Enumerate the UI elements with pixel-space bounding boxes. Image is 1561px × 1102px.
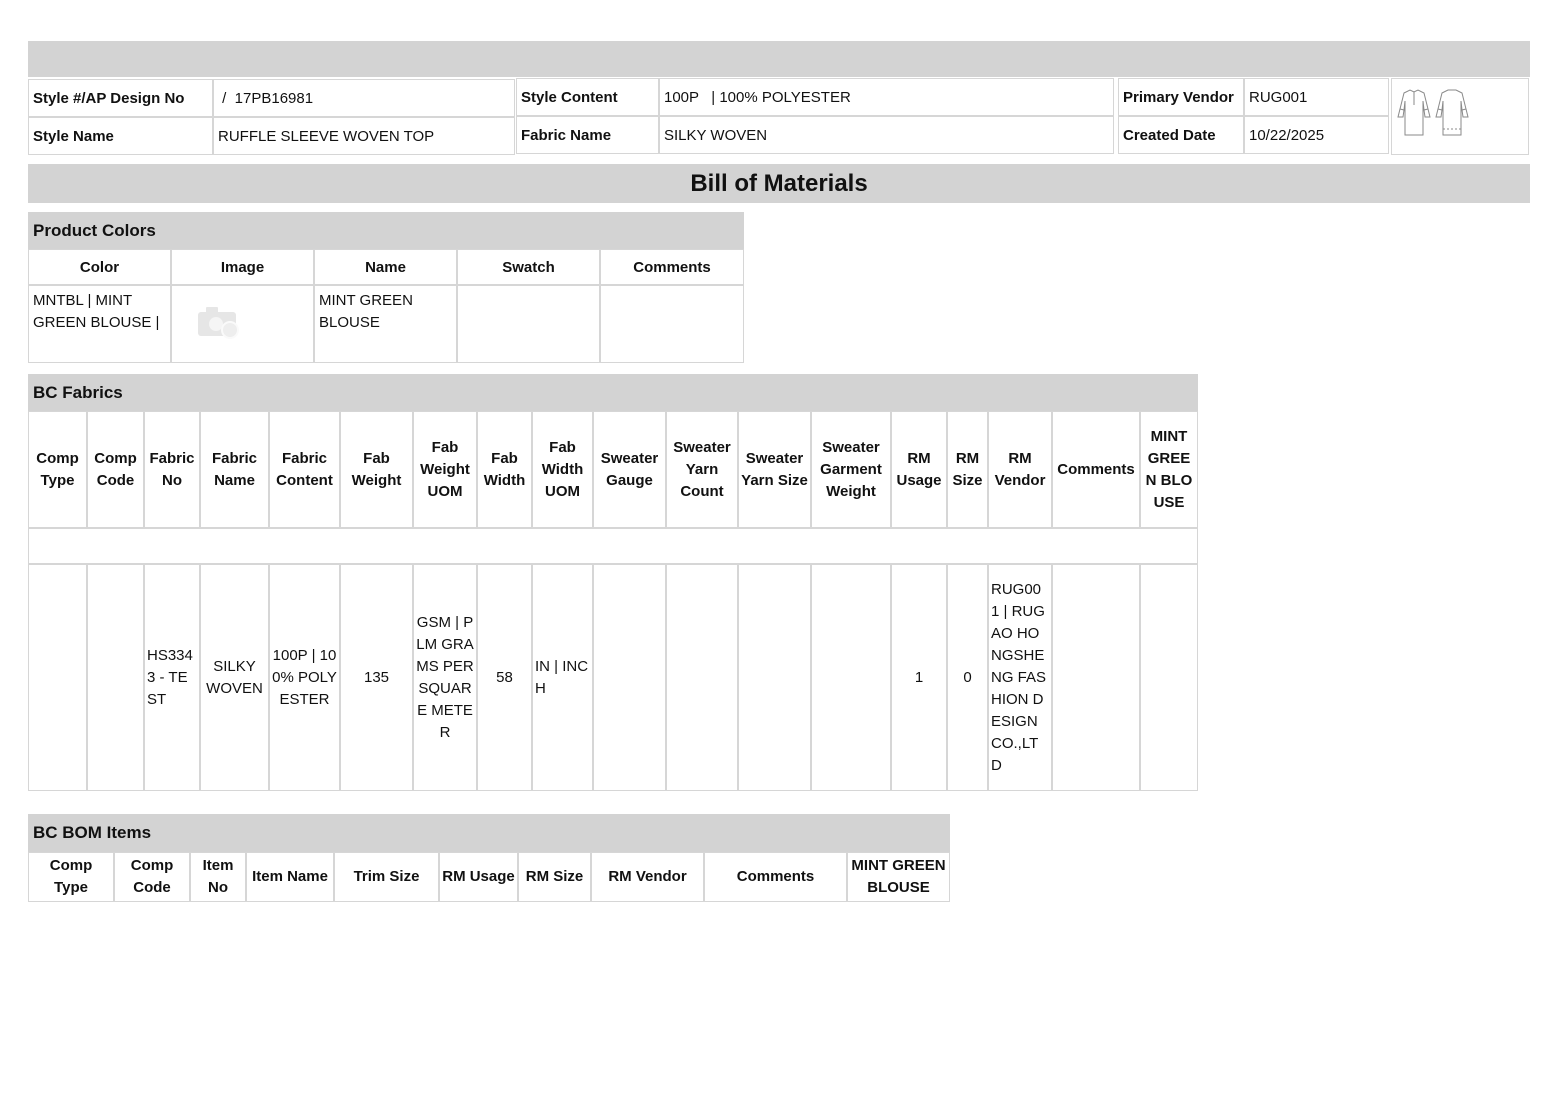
column-header: Color xyxy=(28,249,171,285)
primary-vendor-value: RUG001 xyxy=(1244,78,1389,116)
image-cell xyxy=(171,285,314,363)
style-no-label: Style #/AP Design No xyxy=(28,79,213,117)
rm-vendor-cell: RUG001 | RUGAO HONGSHENG FASHION DESIGN CO.,LTD xyxy=(988,564,1052,791)
column-header: Comments xyxy=(704,852,847,902)
column-header: Comp Type xyxy=(28,852,114,902)
spacer-cell xyxy=(28,528,1198,564)
mint-green-blouse-cell xyxy=(1140,564,1198,791)
fab-width-cell: 58 xyxy=(477,564,532,791)
column-header: Fabric Name xyxy=(200,411,269,528)
column-header: Name xyxy=(314,249,457,285)
column-header: RM Size xyxy=(518,852,591,902)
product-colors-table xyxy=(28,249,744,363)
style-info-table xyxy=(28,79,515,155)
column-header: Fab Weight xyxy=(340,411,413,528)
table-spacer-row xyxy=(28,528,1198,564)
comments-cell xyxy=(600,285,744,363)
column-header: RM Vendor xyxy=(988,411,1052,528)
table-header-row xyxy=(28,249,744,285)
swatch-cell xyxy=(457,285,600,363)
fab-weight-uom-cell: GSM | PLM GRAMS PER SQUARE METER xyxy=(413,564,477,791)
column-header: Sweater Garment Weight xyxy=(811,411,891,528)
style-content-label: Style Content xyxy=(516,78,659,116)
bc-bom-items-table xyxy=(28,852,950,902)
column-header: Comments xyxy=(600,249,744,285)
comp-code-cell xyxy=(87,564,144,791)
column-header: RM Usage xyxy=(891,411,947,528)
fabric-name-label: Fabric Name xyxy=(516,116,659,154)
column-header: Fabric Content xyxy=(269,411,340,528)
column-header: Fabric No xyxy=(144,411,200,528)
color-cell: MNTBL | MINT GREEN BLOUSE | xyxy=(28,285,171,363)
column-header: Fab Weight UOM xyxy=(413,411,477,528)
bc-bom-items-title: BC BOM Items xyxy=(28,814,950,852)
sweater-yarn-size-cell xyxy=(738,564,811,791)
vendor-info-table xyxy=(1118,78,1389,154)
column-header: Comp Code xyxy=(114,852,190,902)
top-header-band xyxy=(28,41,1530,77)
table-row xyxy=(28,285,744,363)
name-cell: MINT GREEN BLOUSE xyxy=(314,285,457,363)
column-header: Item Name xyxy=(246,852,334,902)
style-no-value: / 17PB16981 xyxy=(213,79,515,117)
column-header: Fab Width xyxy=(477,411,532,528)
fab-width-uom-cell: IN | INCH xyxy=(532,564,593,791)
fabric-no-cell: HS3343 - TEST xyxy=(144,564,200,791)
column-header: RM Vendor xyxy=(591,852,704,902)
sweater-yarn-count-cell xyxy=(666,564,738,791)
fab-weight-cell: 135 xyxy=(340,564,413,791)
bc-fabrics-title: BC Fabrics xyxy=(28,374,1198,411)
garment-sketch-icon xyxy=(1392,79,1528,154)
column-header: Item No xyxy=(190,852,246,902)
column-header: Comp Type xyxy=(28,411,87,528)
column-header: Comp Code xyxy=(87,411,144,528)
column-header: MINT GREEN BLOUSE xyxy=(1140,411,1198,528)
style-content-table xyxy=(516,78,1114,154)
created-date-label: Created Date xyxy=(1118,116,1244,154)
sweater-gauge-cell xyxy=(593,564,666,791)
column-header: MINT GREEN BLOUSE xyxy=(847,852,950,902)
column-header: Comments xyxy=(1052,411,1140,528)
column-header: Trim Size xyxy=(334,852,439,902)
created-date-value: 10/22/2025 xyxy=(1244,116,1389,154)
column-header: Sweater Yarn Count xyxy=(666,411,738,528)
fabric-content-cell: 100P | 100% POLYESTER xyxy=(269,564,340,791)
page-title: Bill of Materials xyxy=(28,164,1530,203)
style-content-value: 100P | 100% POLYESTER xyxy=(659,78,1114,116)
sweater-garment-weight-cell xyxy=(811,564,891,791)
column-header: Sweater Yarn Size xyxy=(738,411,811,528)
fabric-name-value: SILKY WOVEN xyxy=(659,116,1114,154)
style-name-label: Style Name xyxy=(28,117,213,155)
comp-type-cell xyxy=(28,564,87,791)
rm-size-cell: 0 xyxy=(947,564,988,791)
fabric-name-cell: SILKY WOVEN xyxy=(200,564,269,791)
product-colors-title: Product Colors xyxy=(28,212,744,249)
column-header: Fab Width UOM xyxy=(532,411,593,528)
garment-sketch xyxy=(1391,78,1529,155)
column-header: Swatch xyxy=(457,249,600,285)
primary-vendor-label: Primary Vendor xyxy=(1118,78,1244,116)
table-header-row xyxy=(28,411,1198,528)
column-header: Sweater Gauge xyxy=(593,411,666,528)
column-header: RM Usage xyxy=(439,852,518,902)
camera-placeholder-icon xyxy=(192,298,252,348)
column-header: RM Size xyxy=(947,411,988,528)
table-row xyxy=(28,564,1198,791)
table-header-row xyxy=(28,852,950,902)
comments-cell xyxy=(1052,564,1140,791)
style-name-value: RUFFLE SLEEVE WOVEN TOP xyxy=(213,117,515,155)
column-header: Image xyxy=(171,249,314,285)
rm-usage-cell: 1 xyxy=(891,564,947,791)
bc-fabrics-table xyxy=(28,411,1198,791)
